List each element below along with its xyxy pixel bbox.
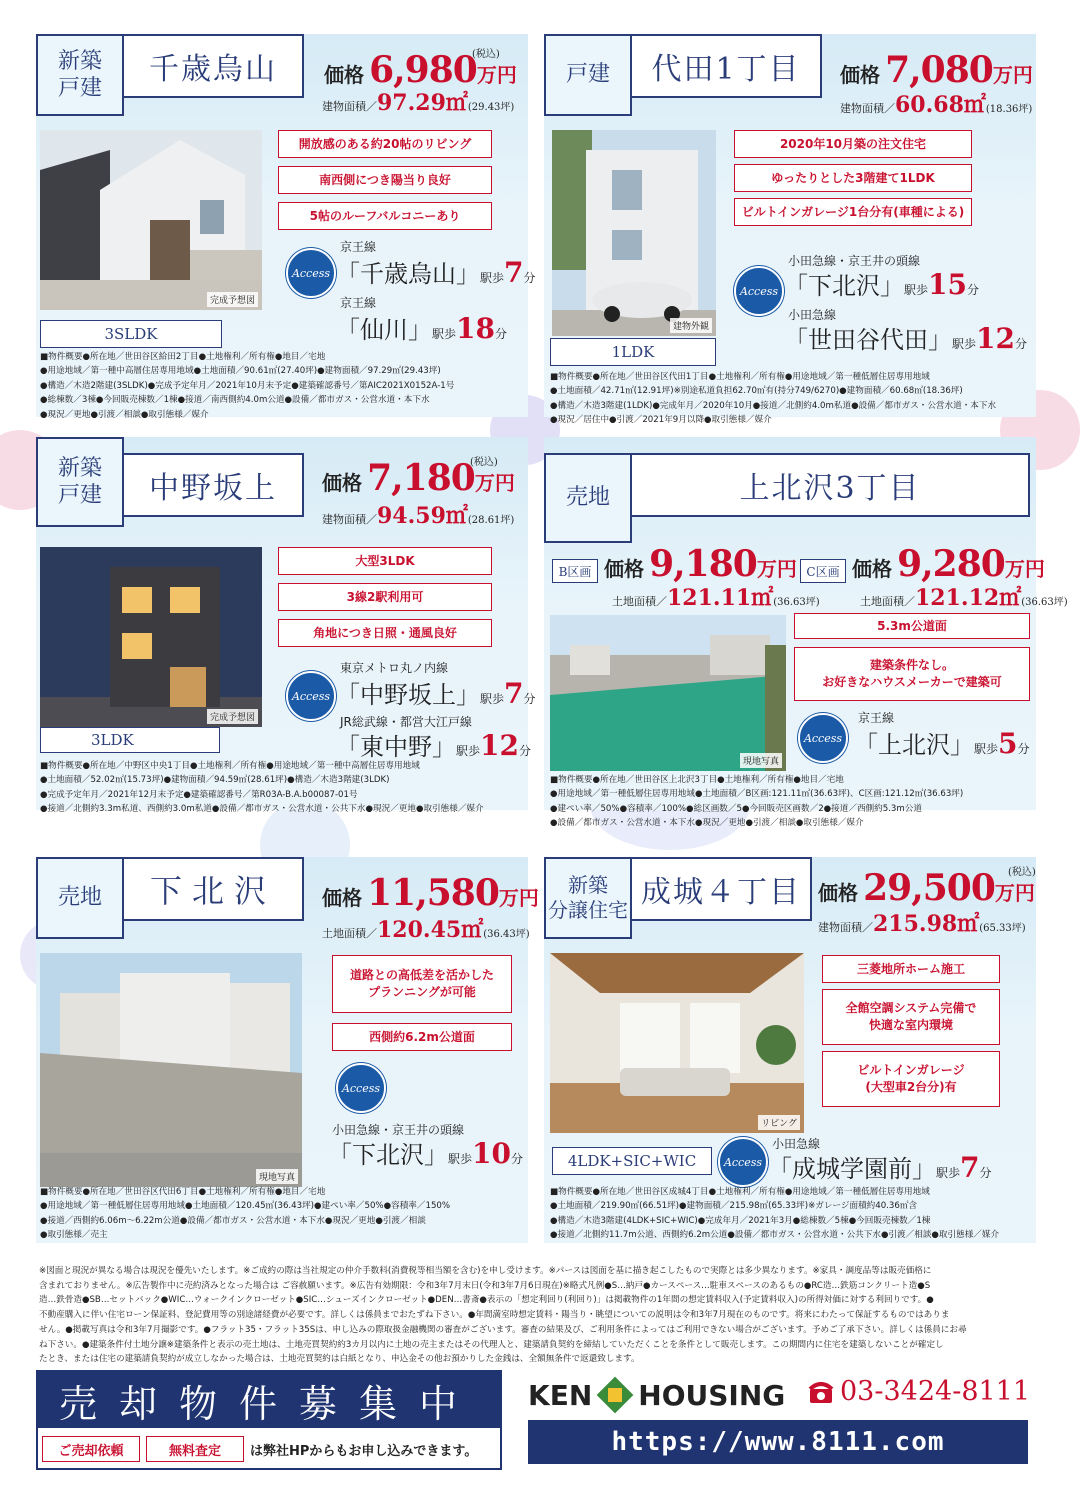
station-access bbox=[784, 320, 1027, 355]
tax-note: (税込) bbox=[1008, 867, 1036, 878]
station-access bbox=[336, 727, 531, 762]
tax-note: (税込) bbox=[470, 457, 498, 468]
feature-badge: 3線2駅利用可 bbox=[278, 583, 492, 611]
walk-minutes: 15 bbox=[928, 268, 967, 301]
feature-badge: 大型3LDK bbox=[278, 547, 492, 575]
company-logo bbox=[528, 1378, 785, 1412]
property-specs: ■物件概要●所在地／世田谷区給田2丁目●土地権利／所有権●地目／宅地 ●用途地域／第一種中高層住居専用地域●土地面積／90.61㎡(27.40坪)●建物面積／97.29㎡(29.43坪) ●構造／木造2階建(3SLDK)●完成予定年月／2021年10月末予定●建築確認番号／第AIC2021X0152A-1号 ●総棟数／3棟●今回販売棟数／1棟●接道／南西側約4.0m公道●設備／都市ガス・公営水道・本下水 ●現況／更地●引渡／相談●取引態様／媒介 bbox=[40, 352, 455, 420]
price-label: 価格 bbox=[840, 63, 880, 87]
feature-badge: ビルトインガレージ1台分有(車種による) bbox=[734, 198, 972, 226]
property-name: 下北沢 bbox=[122, 857, 304, 921]
station-name: 「世田谷代田」 bbox=[784, 326, 952, 354]
property-photo bbox=[550, 615, 786, 771]
land-area bbox=[860, 581, 1068, 612]
minute-unit: 分 bbox=[523, 271, 536, 285]
feature-badge: 三菱地所ホーム施工 bbox=[822, 955, 1000, 983]
price-unit: 万円 bbox=[498, 886, 539, 910]
station-access bbox=[854, 725, 1030, 760]
photo-caption: リビング bbox=[758, 1115, 800, 1130]
station-access bbox=[328, 1135, 523, 1170]
property-specs: ■物件概要●所在地／世田谷区代田1丁目●土地権利／所有権●用途地域／第一種低層住居専用地域 ●土地面積／42.71㎡(12.91坪)※別途私道負担62.70㎡有(持分749/6270)●建物面積／60.68㎡(18.36坪) ●構造／木造3階建(1LDK)●完成年月／2020年10月●接道／北側約4.0m私道●設備／都市ガス・公営水道・本下水 ●現況／居住中●引渡／2021年9月以降●取引態様／媒介 bbox=[550, 372, 997, 426]
price-block bbox=[322, 457, 515, 499]
feature-badge: 5.3m公道面 bbox=[794, 613, 1030, 639]
price-value: 9,280 bbox=[897, 543, 1005, 585]
minute-unit: 分 bbox=[1014, 337, 1027, 351]
train-line: 小田急線 bbox=[788, 308, 837, 322]
minute-unit: 分 bbox=[979, 1166, 992, 1180]
station-name: 「成城学園前」 bbox=[768, 1155, 936, 1183]
feature-badge: 角地につき日照・通風良好 bbox=[278, 619, 492, 647]
area-tsubo: (18.36坪) bbox=[985, 104, 1033, 115]
station-access bbox=[768, 1149, 992, 1184]
area-label: 建物面積／ bbox=[840, 102, 895, 115]
vacant-lot-photo bbox=[550, 615, 786, 771]
area-label: 土地面積／ bbox=[322, 927, 377, 940]
area-value: 60.68㎡ bbox=[895, 92, 986, 118]
plot-tag: C区画 bbox=[800, 559, 846, 583]
property-name: 成城４丁目 bbox=[630, 857, 812, 921]
photo-caption: 完成予想図 bbox=[207, 709, 258, 724]
floor-plan-type: 1LDK bbox=[550, 338, 716, 366]
floor-plan-type: 3LDK bbox=[40, 727, 220, 753]
price-value: 11,580 bbox=[367, 872, 499, 914]
price-unit: 万円 bbox=[994, 881, 1035, 905]
price-block bbox=[852, 543, 1045, 585]
feature-badge: 5帖のルーフバルコニーあり bbox=[278, 202, 492, 230]
walk-label: 駅歩 bbox=[952, 337, 977, 351]
property-specs: ■物件概要●所在地／世田谷区上北沢3丁目●土地権利／所有権●地目／宅地 ●用途地域／第一種低層住居専用地域●土地面積／B区画:121.11㎡(36.63坪)、C区画:121.12㎡(36.63坪) ●建ぺい率／50%●容積率／100%●総区画数／5●今回販売区画数／2●接道／西側約5.3m公道 ●設備／都市ガス・公営水道・本下水●現況／更地●引渡／相談●取引態様／媒介 bbox=[550, 775, 964, 829]
station-access bbox=[336, 310, 507, 345]
access-icon: Access bbox=[798, 713, 848, 763]
plot-tag: B区画 bbox=[552, 559, 598, 583]
walk-label: 駅歩 bbox=[448, 1152, 473, 1166]
property-card-nakano-sakaue bbox=[36, 437, 536, 815]
station-name: 「中野坂上」 bbox=[336, 681, 480, 709]
feature-badge: ビルトインガレージ (大型車2台分)有 bbox=[822, 1051, 1000, 1107]
property-specs: ■物件概要●所在地／世田谷区成城4丁目●土地権利／所有権●用途地域／第一種低層住居専用地域 ●土地面積／219.90㎡(66.51坪)●建物面積／215.98㎡(65.33坪)※ガレージ面積約40.36㎡含 ●構造／木造3階建(4LDK+SIC+WIC)●完成年月／2021年3月●総棟数／5棟●今回販売棟数／1棟 ●接道／北側約11.7m公道、西側約6.2m公道●設備／都市ガス・公営水道・公共下水●引渡／相談●取引態様／媒介 bbox=[550, 1187, 1000, 1241]
legal-notes: ※図面と現況が異なる場合は現況を優先いたします。※ご成約の際は当社規定の仲介手数料(消費税等相当額を含む)を申し受けます。※パースは図面を基に描き起こしたもので実際とは多少異なります。※家具・調度品等は販売価格に 含まれておりません。※広告製作中に売約済みとなった場合は ご容赦願います。※広告有効期限：令和3年7月末日(令和3年7月6日現在)※略式凡例●S…納戸●カースペース…駐車スペースのあるもの●RC造…鉄筋コンクリート造●S 造…鉄骨造●SB…セットバック●WIC…ウォークインクローゼット●SIC…シューズインクローゼット●DEN…書斎●表示の「想定利回り(利回り)」は掲載物件の1年間の想定賃料収入(予定賃料収入)の所得対価に対する利回りです。● 不動産購入に伴い住宅ローン保証料、登記費用等の別途諸経費が必要です。詳しくは係員までおたずね下さい。●年間満室時想定賃料・陽当り・眺望についての説明は令和3年7月現在のものです。将来にわたって保証するものではありま せん。●掲載写真は令和3年7月撮影です。●フラット35・フラット35Sは、申し込みの際取扱金融機関の審査がございます。審査の結果及び、ご利用条件によってはご利用できない場合がございます。予めご了承下さい。詳しくは係員にお尋 ね下さい。●建築条件付土地分譲※建築条件と表示の売土地は、土地売買契約約3カ月以内に土地の売主またはその代理人と、建築請負契約を締結していただくことを条件として販売します。この期間内に住宅を建築しないことが確定し たとき、または住宅の建築請負契約が成立しなかった場合は、土地売買契約は白紙となり、申込金その他お預かりした金銭は、全額無条件で返還致します。 bbox=[39, 1266, 967, 1365]
feature-badge: 開放感のある約20帖のリビング bbox=[278, 130, 492, 158]
station-name: 「下北沢」 bbox=[784, 272, 904, 300]
station-name: 「下北沢」 bbox=[328, 1141, 448, 1169]
building-area bbox=[818, 907, 1026, 938]
area-label: 建物面積／ bbox=[322, 100, 377, 113]
access-icon: Access bbox=[336, 1063, 386, 1113]
access-icon: Access bbox=[718, 1137, 768, 1187]
price-value: 7,180 bbox=[367, 457, 475, 499]
price-unit: 万円 bbox=[756, 557, 797, 581]
phone-number: 03-3424-8111 bbox=[840, 1376, 1031, 1407]
price-label: 価格 bbox=[604, 557, 644, 581]
feature-badge: 2020年10月築の注文住宅 bbox=[734, 130, 972, 158]
walk-minutes: 5 bbox=[998, 727, 1018, 760]
minute-unit: 分 bbox=[518, 744, 531, 758]
area-tsubo: (36.63坪) bbox=[773, 597, 820, 608]
price-label: 価格 bbox=[852, 557, 892, 581]
train-line: 小田急線 bbox=[772, 1137, 821, 1151]
building-area bbox=[840, 88, 1032, 119]
property-name: 代田1丁目 bbox=[630, 34, 822, 98]
area-value: 97.29㎡ bbox=[377, 90, 468, 116]
area-value: 94.59㎡ bbox=[377, 503, 468, 529]
price-value: 7,080 bbox=[885, 49, 993, 91]
property-card-daita-1chome bbox=[544, 34, 1036, 426]
minute-unit: 分 bbox=[510, 1152, 523, 1166]
area-value: 121.12㎡ bbox=[915, 585, 1022, 611]
station-name: 「東中野」 bbox=[336, 733, 456, 761]
property-name: 千歳烏山 bbox=[122, 34, 304, 98]
photo-caption: 建物外観 bbox=[670, 318, 712, 333]
station-access bbox=[784, 266, 979, 301]
land-area bbox=[322, 913, 530, 944]
access-icon: Access bbox=[286, 248, 336, 298]
walk-minutes: 12 bbox=[976, 322, 1015, 355]
logo-text-housing: HOUSING bbox=[638, 1378, 786, 1412]
train-line: 東京メトロ丸ノ内線 bbox=[340, 661, 449, 675]
station-name: 「千歳烏山」 bbox=[336, 260, 480, 288]
price-block bbox=[818, 867, 1035, 909]
feature-badge: 南西側につき陽当り良好 bbox=[278, 166, 492, 194]
walk-minutes: 12 bbox=[480, 729, 519, 762]
free-appraisal-button[interactable]: 無料査定 bbox=[146, 1436, 244, 1462]
train-line: 京王線 bbox=[858, 711, 895, 725]
area-tsubo: (36.43坪) bbox=[483, 929, 530, 940]
floor-plan-type: 3SLDK bbox=[40, 320, 222, 348]
property-photo bbox=[550, 953, 804, 1133]
minute-unit: 分 bbox=[966, 283, 979, 297]
area-value: 121.11㎡ bbox=[667, 585, 774, 611]
price-unit: 万円 bbox=[992, 63, 1033, 87]
property-name: 上北沢3丁目 bbox=[630, 453, 1030, 517]
price-value: 6,980 bbox=[369, 49, 477, 91]
walk-label: 駅歩 bbox=[432, 327, 457, 341]
property-type-label: 売地 bbox=[36, 857, 124, 939]
area-label: 建物面積／ bbox=[818, 921, 873, 934]
price-unit: 万円 bbox=[476, 63, 517, 87]
area-tsubo: (28.61坪) bbox=[467, 515, 515, 526]
price-value: 9,180 bbox=[649, 543, 757, 585]
property-type-label: 戸建 bbox=[544, 34, 632, 116]
house-night-rendering-image bbox=[40, 547, 262, 727]
price-label: 価格 bbox=[324, 63, 364, 87]
walk-minutes: 7 bbox=[504, 256, 524, 289]
company-url[interactable]: https://www.8111.com bbox=[528, 1420, 1028, 1464]
walk-label: 駅歩 bbox=[456, 744, 481, 758]
land-area bbox=[612, 581, 820, 612]
price-value: 29,500 bbox=[863, 867, 995, 909]
train-line: 京王線 bbox=[340, 240, 377, 254]
living-room-photo bbox=[550, 953, 804, 1133]
walk-label: 駅歩 bbox=[936, 1166, 961, 1180]
tax-note: (税込) bbox=[472, 49, 500, 60]
property-name: 中野坂上 bbox=[122, 453, 304, 517]
property-type-label: 売地 bbox=[544, 453, 632, 543]
price-block bbox=[840, 49, 1033, 91]
banner-title: 売却物件募集中 bbox=[38, 1372, 500, 1428]
walk-label: 駅歩 bbox=[480, 692, 505, 706]
minute-unit: 分 bbox=[1017, 742, 1030, 756]
property-specs: ■物件概要●所在地／中野区中央1丁目●土地権利／所有権●用途地域／第一種中高層住居専用地域 ●土地面積／52.02㎡(15.73坪)●建物面積／94.59㎡(28.61坪)●構造／木造3階建(3LDK) ●完成予定年月／2021年12月末予定●建築確認番号／第R03A-B.A.b00087-01号 ●接道／北側約3.3m私道、西側約3.0m私道●設備／都市ガス・公営水道・公共下水●現況／更地●取引態様／媒介 bbox=[40, 761, 484, 815]
photo-caption: 現地写真 bbox=[256, 1169, 298, 1184]
property-photo bbox=[40, 547, 262, 727]
walk-minutes: 7 bbox=[504, 677, 524, 710]
property-type-label: 新築 戸建 bbox=[36, 34, 124, 116]
photo-caption: 完成予想図 bbox=[207, 292, 258, 307]
property-photo bbox=[40, 953, 302, 1187]
feature-badge: 道路との高低差を活かした プランニングが可能 bbox=[332, 955, 512, 1013]
company-phone[interactable] bbox=[808, 1376, 1030, 1407]
price-unit: 万円 bbox=[1004, 557, 1045, 581]
telephone-icon bbox=[808, 1379, 834, 1405]
minute-unit: 分 bbox=[523, 692, 536, 706]
station-name: 「上北沢」 bbox=[854, 731, 974, 759]
train-line: 京王線 bbox=[340, 296, 377, 310]
area-label: 建物面積／ bbox=[322, 513, 377, 526]
floor-plan-type: 4LDK+SIC+WIC bbox=[552, 1147, 712, 1175]
access-icon: Access bbox=[286, 671, 336, 721]
building-area bbox=[322, 86, 514, 117]
feature-badge: 全館空調システム完備で 快適な室内環境 bbox=[822, 989, 1000, 1045]
property-card-seijo-4chome bbox=[544, 857, 1036, 1243]
area-value: 120.45㎡ bbox=[377, 917, 484, 943]
area-tsubo: (29.43坪) bbox=[467, 102, 515, 113]
property-type-label: 新築 戸建 bbox=[36, 437, 124, 527]
walk-label: 駅歩 bbox=[904, 283, 929, 297]
property-card-shimokitazawa bbox=[36, 857, 539, 1243]
banner-text: は弊社HPからもお申し込みできます。 bbox=[250, 1444, 478, 1459]
walk-minutes: 10 bbox=[472, 1137, 511, 1170]
station-access bbox=[336, 675, 536, 710]
price-label: 価格 bbox=[322, 471, 362, 495]
train-line: JR総武線・都営大江戸線 bbox=[340, 715, 472, 729]
area-value: 215.98㎡ bbox=[873, 911, 980, 937]
price-unit: 万円 bbox=[474, 471, 515, 495]
walk-minutes: 18 bbox=[456, 312, 495, 345]
photo-caption: 現地写真 bbox=[740, 753, 782, 768]
area-label: 土地面積／ bbox=[860, 595, 915, 608]
feature-badge: 建築条件なし。 お好きなハウスメーカーで建築可 bbox=[794, 647, 1030, 701]
minute-unit: 分 bbox=[494, 327, 507, 341]
station-name: 「仙川」 bbox=[336, 316, 432, 344]
train-line: 小田急線・京王井の頭線 bbox=[788, 254, 921, 268]
property-photo bbox=[40, 130, 262, 310]
house-exterior-image bbox=[552, 130, 716, 336]
area-label: 土地面積／ bbox=[612, 595, 667, 608]
feature-badge: 西側約6.2m公道面 bbox=[332, 1023, 512, 1051]
price-block bbox=[322, 872, 539, 914]
property-card-chitose-karasuyama bbox=[36, 34, 536, 420]
logo-text-ken: KEN bbox=[528, 1378, 593, 1412]
property-type-label: 新築 分譲住宅 bbox=[544, 857, 632, 939]
sell-banner bbox=[36, 1370, 502, 1470]
station-access bbox=[336, 254, 536, 289]
walk-label: 駅歩 bbox=[974, 742, 999, 756]
feature-badge: ゆったりとした3階建て1LDK bbox=[734, 164, 972, 192]
site-photo bbox=[40, 953, 302, 1187]
price-block bbox=[604, 543, 797, 585]
price-label: 価格 bbox=[818, 881, 858, 905]
building-area bbox=[322, 499, 514, 530]
price-block bbox=[324, 49, 517, 91]
price-label: 価格 bbox=[322, 886, 362, 910]
access-icon: Access bbox=[734, 266, 784, 316]
sell-request-button[interactable]: ご売却依頼 bbox=[42, 1436, 140, 1462]
house-rendering-image bbox=[40, 130, 262, 310]
walk-minutes: 7 bbox=[960, 1151, 980, 1184]
area-tsubo: (36.63坪) bbox=[1021, 597, 1068, 608]
house-logo-icon bbox=[598, 1378, 632, 1412]
walk-label: 駅歩 bbox=[480, 271, 505, 285]
area-tsubo: (65.33坪) bbox=[979, 923, 1026, 934]
train-line: 小田急線・京王井の頭線 bbox=[332, 1123, 465, 1137]
property-card-kamikitazawa-3chome bbox=[544, 437, 1068, 829]
property-specs: ■物件概要●所在地／世田谷区代田6丁目●土地権利／所有権●地目／宅地 ●用途地域／第一種低層住居専用地域●土地面積／120.45㎡(36.43坪)●建ぺい率／50%●容積率／150% ●接道／西側約6.06m～6.22m公道●設備／都市ガス・公営水道・本下水●現況／更地●引渡／相談 ●取引態様／売主 bbox=[40, 1187, 451, 1241]
property-photo bbox=[552, 130, 716, 336]
